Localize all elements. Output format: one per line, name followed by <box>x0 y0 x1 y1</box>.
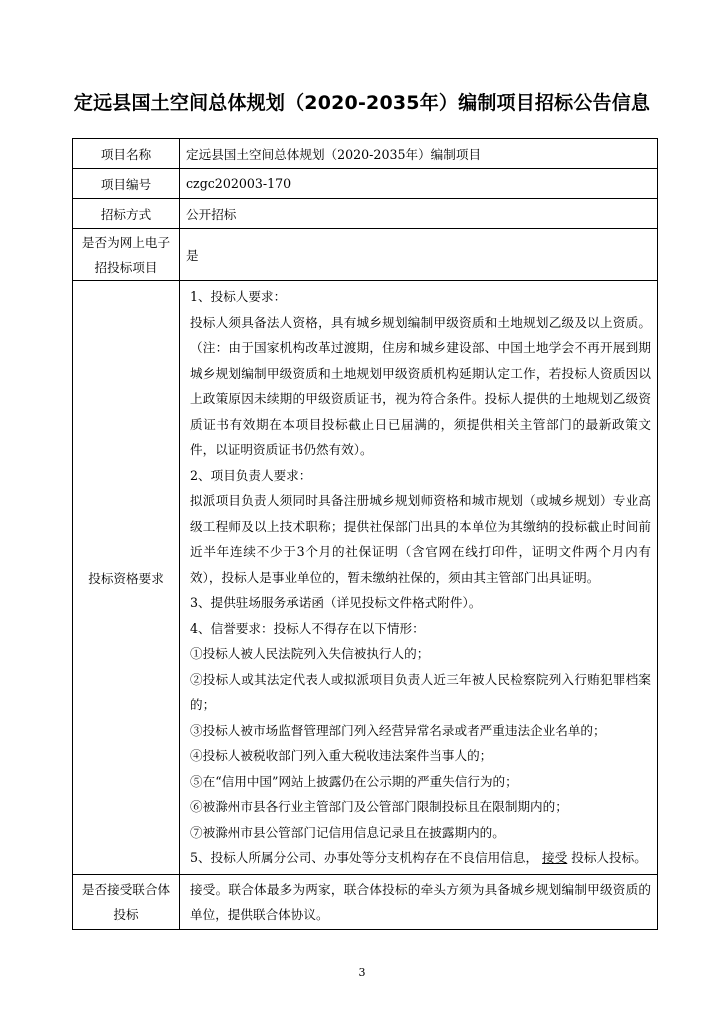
req-line: ⑦被滁州市县公管部门记信用信息记录且在披露期内的。 <box>190 824 505 840</box>
req-line: ③投标人被市场监督管理部门列入经营异常名录或者严重违法企业名单的； <box>190 722 606 738</box>
value-qualification <box>180 281 658 875</box>
label-online-bidding <box>73 229 180 281</box>
req-line: 4、信誉要求：投标人不得存在以下情形： <box>190 620 425 636</box>
label-online-bidding-line2: 招投标项目 <box>94 259 158 275</box>
req-line-last <box>190 845 651 871</box>
req-line: 3、提供驻场服务承诺函（详见投标文件格式附件）。 <box>190 595 482 610</box>
value-project-number: czgc202003-170 <box>180 169 658 199</box>
req-line: ④投标人被税收部门列入重大税收违法案件当事人的； <box>190 748 493 763</box>
req-line: 拟派项目负责人须同时具备注册城乡规划师资格和城市规划（或城乡规划）专业高级工程师及以上技术职称；提供社保部门出具的本单位为其缴纳的投标截止时间前近半年连续不少于3个月的社保证明（含官网在线打印件，证明文件两个月内有效），投标人是事业单位的，暂未缴纳社保的，须由其主管部门出具证明。 <box>190 493 651 585</box>
label-joint-bid-line1: 是否接受联合体 <box>81 881 171 897</box>
label-qualification: 投标资格要求 <box>73 281 180 875</box>
tender-info-table <box>72 138 658 930</box>
req-line: 1、投标人要求： <box>190 289 287 304</box>
table-row-joint-bid <box>73 874 658 929</box>
req-line: 投标人须具备法人资格，具有城乡规划编制甲级资质和土地规划乙级及以上资质。（注：由于国家机构改革过渡期，住房和城乡建设部、中国土地学会不再开展到期城乡规划编制甲级资质和土地规划甲级资质机构延期认定工作，若投标人资质因以上政策原因未续期的甲级资质证书，视为符合条件。投标人提供的土地规划乙级资质证书有效期在本项目投标截止日已届满的，须提供相关主管部门的最新政策文件，以证明资质证书仍然有效）。 <box>190 314 651 457</box>
label-joint-bid <box>73 874 180 929</box>
value-online-bidding: 是 <box>180 229 658 281</box>
table-row-project-number <box>73 169 658 199</box>
value-bid-method: 公开招标 <box>180 199 658 229</box>
table-row-project-name <box>73 139 658 169</box>
req-line: ①投标人被人民法院列入失信被执行人的； <box>190 646 430 661</box>
label-online-bidding-line1: 是否为网上电子 <box>81 234 171 250</box>
req-last-underlined: 接受 <box>542 850 568 865</box>
req-line: 2、项目负责人要求： <box>190 467 312 483</box>
value-project-name: 定远县国土空间总体规划（2020-2035年）编制项目 <box>180 139 658 169</box>
label-bid-method: 招标方式 <box>73 199 180 229</box>
label-project-number: 项目编号 <box>73 169 180 199</box>
table-row-bid-method <box>73 199 658 229</box>
req-last-after: 投标人投标。 <box>571 850 647 865</box>
req-line: ⑥被滁州市县各行业主管部门及公管部门限制投标且在限制期内的； <box>190 799 568 814</box>
req-line: ②投标人或其法定代表人或拟派项目负责人近三年被人民检察院列入行贿犯罪档案的； <box>190 671 651 712</box>
label-joint-bid-line2: 投标 <box>113 906 139 922</box>
document-title: 定远县国土空间总体规划（2020-2035年）编制项目招标公告信息 <box>73 92 651 114</box>
label-project-name: 项目名称 <box>73 139 180 169</box>
table-row-online-bidding <box>73 229 658 281</box>
req-last-before: 5、投标人所属分公司、办事处等分支机构存在不良信用信息， <box>190 850 539 865</box>
page-number: 3 <box>358 966 366 979</box>
table-row-qualification <box>73 281 658 875</box>
value-joint-bid: 接受。联合体最多为两家，联合体投标的牵头方须为具备城乡规划编制甲级资质的单位，提供联合体协议。 <box>180 874 658 929</box>
req-line: ⑤在“信用中国”网站上披露仍在公示期的严重失信行为的； <box>190 773 518 789</box>
